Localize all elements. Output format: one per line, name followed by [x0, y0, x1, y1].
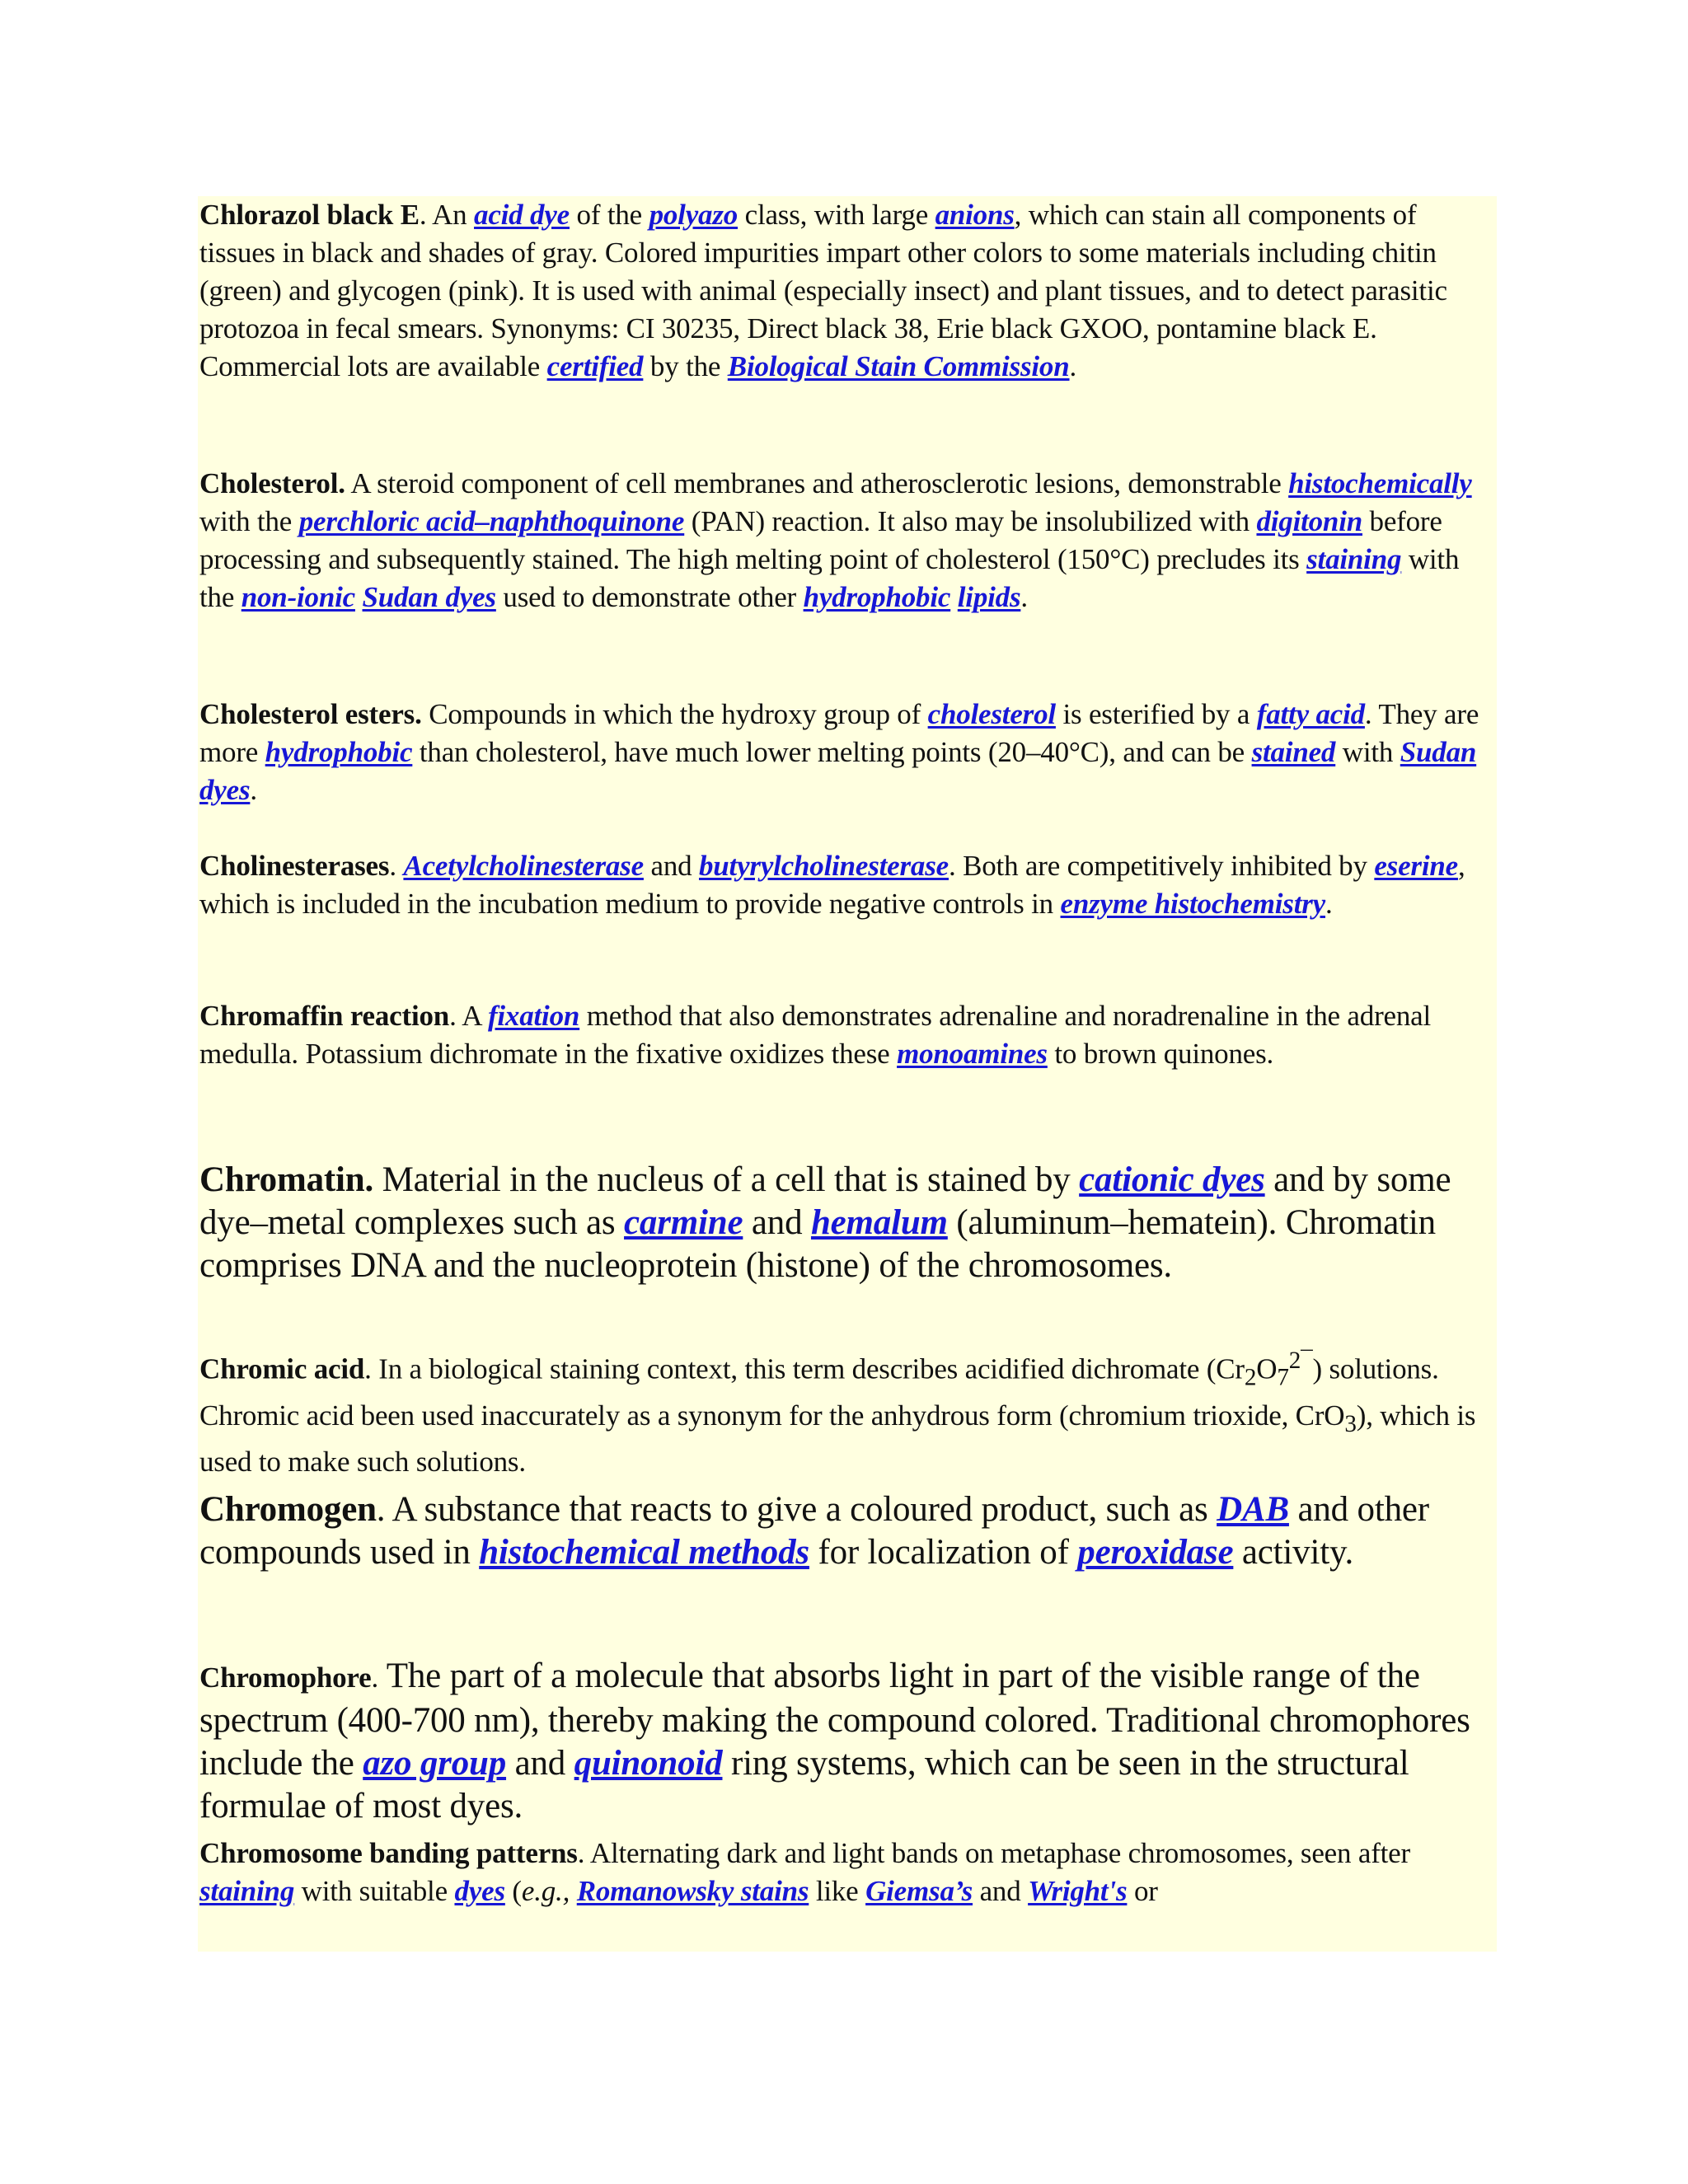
- entry-text: and: [973, 1875, 1029, 1907]
- entry-term: Chromosome banding patterns: [199, 1837, 578, 1869]
- entry-text: . An: [419, 199, 475, 231]
- entry-text: by the: [643, 350, 728, 382]
- entry-text: and: [743, 1203, 811, 1242]
- entry-term: Cholesterol esters.: [199, 698, 422, 730]
- link-certified[interactable]: certified: [546, 350, 644, 382]
- entry-text: The part of a molecule that absorbs light in part of the visible range of the spectrum (400-700 nm), thereby making the compound colored. Traditional chromophores include the: [199, 1657, 1470, 1783]
- entry-text: before processing and subsequently stained. The high melting point of cholesterol (150°C) precludes its: [199, 505, 1442, 575]
- entry-term: Chromogen: [199, 1490, 377, 1529]
- glossary-entry-chromaffin-reaction: [199, 997, 1495, 1073]
- link-butyrylcholinesterase[interactable]: butyrylcholinesterase: [698, 850, 949, 882]
- glossary-entry-chlorazol-black-e: [199, 196, 1495, 386]
- link-monoamines[interactable]: monoamines: [897, 1038, 1048, 1070]
- link-carmine[interactable]: carmine: [624, 1203, 743, 1242]
- link-enzyme-histochemistry[interactable]: enzyme histochemistry: [1060, 888, 1325, 920]
- link-polyazo[interactable]: polyazo: [649, 199, 738, 231]
- link-staining[interactable]: staining: [1306, 543, 1402, 575]
- entry-text: Cr: [1216, 1352, 1245, 1385]
- link-histochemically[interactable]: histochemically: [1288, 467, 1472, 499]
- entry-text: [950, 581, 958, 613]
- entry-text: and by some dye–metal complexes such as: [199, 1160, 1451, 1242]
- glossary-entry-chromic-acid: [199, 1342, 1495, 1481]
- entry-text: . A: [449, 1000, 488, 1032]
- subscript: 2: [1244, 1364, 1257, 1391]
- entry-text: with suitable: [294, 1875, 455, 1907]
- link-perchloric-acid-naphthoquinone[interactable]: perchloric acid–naphthoquinone: [298, 505, 685, 537]
- glossary-entry-chromosome-banding-patterns: [199, 1835, 1495, 1910]
- entry-text: class, with large: [738, 199, 935, 231]
- link-cholesterol[interactable]: cholesterol: [927, 698, 1056, 730]
- entry-term: Cholesterol.: [199, 467, 345, 499]
- entry-text: . Alternating dark and light bands on metaphase chromosomes, seen after: [577, 1837, 1410, 1869]
- entry-text: for localization of: [809, 1533, 1078, 1572]
- entry-text: or: [1127, 1875, 1158, 1907]
- link-romanowsky-stains[interactable]: Romanowsky stains: [576, 1875, 809, 1907]
- entry-text: with the: [199, 543, 1460, 613]
- link-wrights[interactable]: Wright's: [1028, 1875, 1128, 1907]
- entry-text: to brown quinones.: [1047, 1038, 1274, 1070]
- link-histochemical-methods[interactable]: histochemical methods: [479, 1533, 809, 1572]
- entry-text: with: [1335, 736, 1400, 768]
- entry-text: . In a biological staining context, this term describes acidified dichromate (: [364, 1352, 1217, 1385]
- entry-text: method that also demonstrates adrenaline and noradrenaline in the adrenal medulla. Potassium dichromate in the fixative oxidizes these: [199, 1000, 1432, 1070]
- link-hydrophobic[interactable]: hydrophobic: [265, 736, 413, 768]
- entry-text: O: [1256, 1352, 1278, 1385]
- entry-text: .: [1020, 581, 1028, 613]
- link-quinonoid[interactable]: quinonoid: [574, 1744, 723, 1783]
- link-fixation[interactable]: fixation: [487, 1000, 580, 1032]
- link-eserine[interactable]: eserine: [1374, 850, 1458, 882]
- entry-term: Cholinesterases: [199, 850, 390, 882]
- entry-term: Chromaffin reaction: [199, 1000, 450, 1032]
- entry-text: used to demonstrate other: [495, 581, 804, 613]
- link-dab[interactable]: DAB: [1217, 1490, 1289, 1529]
- entry-text: ) solutions. Chromic acid been used inaccurately as a synonym for the anhydrous form (chromium trioxide, CrO: [199, 1352, 1439, 1432]
- entry-text: .: [371, 1661, 379, 1694]
- link-giemsas[interactable]: Giemsa’s: [865, 1875, 973, 1907]
- link-peroxidase[interactable]: peroxidase: [1077, 1533, 1234, 1572]
- entry-text: is esterified by a: [1055, 698, 1257, 730]
- entry-text: activity.: [1233, 1533, 1354, 1572]
- entry-text: [355, 581, 363, 613]
- glossary-entry-chromogen: [199, 1488, 1495, 1574]
- link-acid-dye[interactable]: acid dye: [474, 199, 570, 231]
- entry-text: . A substance that reacts to give a coloured product, such as: [376, 1490, 1217, 1529]
- subscript: 3: [1344, 1410, 1357, 1437]
- entry-text: , which is included in the incubation medium to provide negative controls in: [199, 850, 1465, 920]
- link-cationic-dyes[interactable]: cationic dyes: [1079, 1160, 1265, 1199]
- entry-text: (PAN) reaction. It also may be insolubilized with: [684, 505, 1257, 537]
- glossary-entry-chromatin: [199, 1159, 1495, 1287]
- entry-text: of the: [570, 199, 649, 231]
- link-biological-stain-commission[interactable]: Biological Stain Commission: [727, 350, 1070, 382]
- entry-text: .: [250, 774, 257, 806]
- entry-text: than cholesterol, have much lower melting points (20–40°C), and can be: [412, 736, 1252, 768]
- link-lipids[interactable]: lipids: [957, 581, 1021, 613]
- entry-text: . Both are competitively inhibited by: [949, 850, 1375, 882]
- entry-text: Compounds in which the hydroxy group of: [421, 698, 928, 730]
- entry-text: A steroid component of cell membranes and atherosclerotic lesions, demonstrable: [345, 467, 1289, 499]
- entry-term: Chromic acid: [199, 1352, 365, 1385]
- link-non-ionic[interactable]: non-ionic: [241, 581, 355, 613]
- entry-text: .: [1069, 350, 1077, 382]
- glossary-entry-cholesterol: [199, 465, 1495, 616]
- link-azo-group[interactable]: azo group: [363, 1744, 507, 1783]
- entry-text: ), which is used to make such solutions.: [199, 1399, 1476, 1478]
- link-staining[interactable]: staining: [199, 1875, 295, 1907]
- glossary-entry-chromophore: [199, 1655, 1495, 1828]
- entry-text: and other compounds used in: [199, 1490, 1429, 1572]
- entry-text: with the: [199, 505, 299, 537]
- link-dyes[interactable]: dyes: [454, 1875, 505, 1907]
- glossary-entry-cholinesterases: [199, 847, 1495, 923]
- glossary-entry-cholesterol-esters: [199, 696, 1495, 809]
- subscript: 7: [1277, 1364, 1289, 1391]
- entry-text: like: [809, 1875, 866, 1907]
- entry-text: [570, 1875, 577, 1907]
- link-digitonin[interactable]: digitonin: [1256, 505, 1362, 537]
- link-anions[interactable]: anions: [935, 199, 1015, 231]
- link-hydrophobic[interactable]: hydrophobic: [803, 581, 951, 613]
- entry-text: and: [506, 1744, 574, 1783]
- entry-text-italic: e.g.,: [521, 1875, 570, 1907]
- link-hemalum[interactable]: hemalum: [810, 1203, 948, 1242]
- entry-text: . They are more: [199, 698, 1479, 768]
- superscript: 2¯: [1288, 1347, 1313, 1374]
- entry-text: .: [1325, 888, 1333, 920]
- entry-text: (aluminum–hematein). Chromatin comprises DNA and the nucleoprotein (histone) of the chromosomes.: [199, 1203, 1436, 1285]
- glossary-page-content: [198, 196, 1497, 1952]
- entry-text: and: [643, 850, 699, 882]
- link-stained[interactable]: stained: [1251, 736, 1336, 768]
- entry-term: Chlorazol black E: [199, 199, 420, 231]
- link-acetylcholinesterase[interactable]: Acetylcholinesterase: [403, 850, 644, 882]
- entry-term: Chromatin.: [199, 1160, 374, 1199]
- entry-term: Chromophore: [199, 1661, 372, 1694]
- link-sudan-dyes[interactable]: Sudan dyes: [362, 581, 496, 613]
- entry-text: Material in the nucleus of a cell that is stained by: [373, 1160, 1080, 1199]
- link-sudan-dyes[interactable]: Sudan dyes: [199, 736, 1477, 806]
- entry-text: .: [389, 850, 404, 882]
- link-fatty-acid[interactable]: fatty acid: [1256, 698, 1365, 730]
- entry-text: (: [504, 1875, 522, 1907]
- entry-text: , which can stain all components of tissues in black and shades of gray. Colored impurities impart other colors to some materials including chitin (green) and glycogen (pink). It is used with animal (especially insect) and plant tissues, and to detect parasitic protozoa in fecal smears. Synonyms: CI 30235, Direct black 38, Erie black GXOO, pontamine black E. Commercial lots are available: [199, 199, 1447, 382]
- entry-text: ring systems, which can be seen in the structural formulae of most dyes.: [199, 1744, 1409, 1825]
